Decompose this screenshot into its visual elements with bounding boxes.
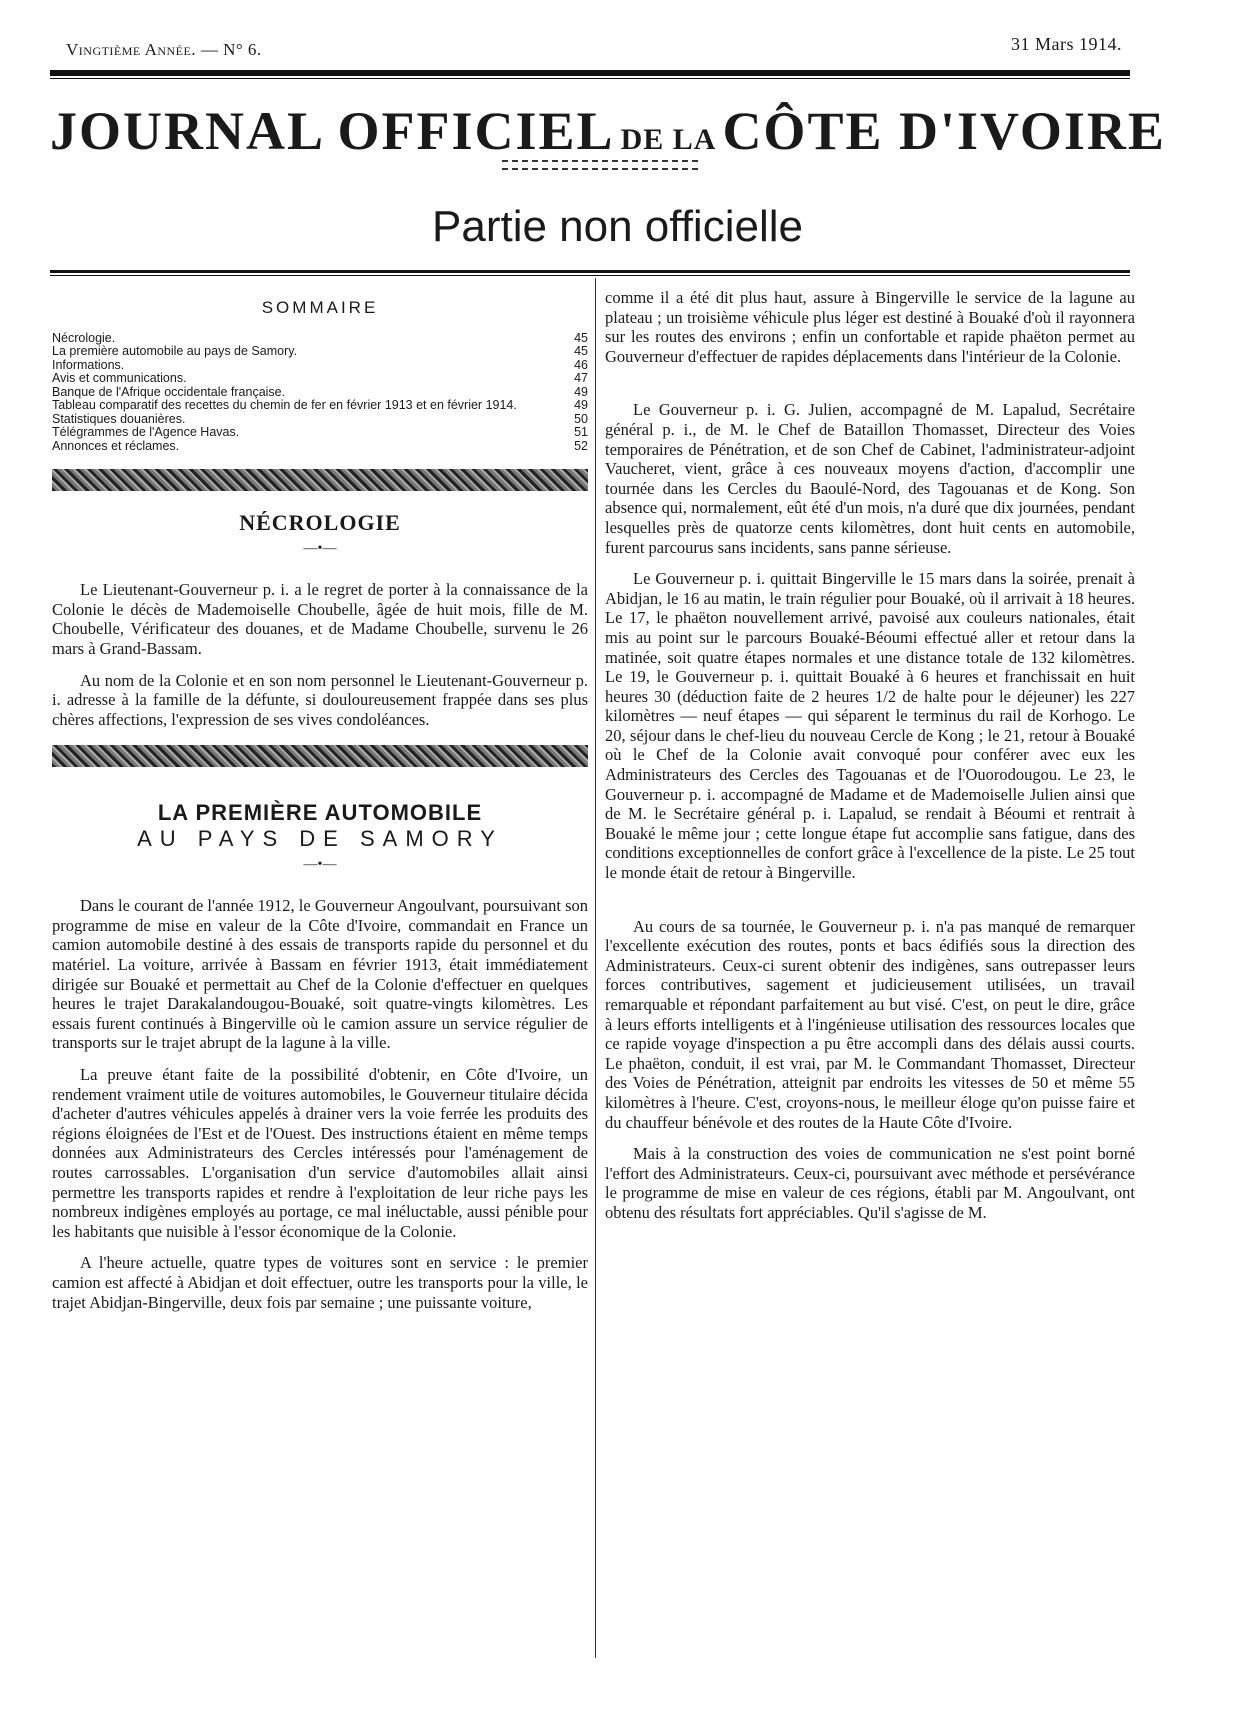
article-paragraph: Au cours de sa tournée, le Gouverneur p. i. n'a pas manqué de remarquer l'excellente exécution des routes, ponts et bacs édifiés sous la direction des Administrateurs. Ceux-ci surent obtenir des indigènes, sans outrepasser leurs forces contributives, sagement et judicieusement utilisées, un travail remarquable et répondant parfaitement au but visé. C'est, on peut le dire, grâce à leurs efforts intelligents et à l'ingénieuse utilisation des ressources locales que ce rapide voyage d'inspection a pu être accompli dans des délais aussi courts. Le phaëton, conduit, il est vrai, par M. le Commandant Thomasset, Directeur des Voies de Pénétration, atteignit par endroits les vitesses de 50 et même 55 kilomètres à l'heure. C'est, croyons-nous, le meilleur éloge qu'on puisse faire et du chauffeur bénévole et des routes de la Haute Côte d'Ivoire. xyxy=(605,916,1135,1132)
masthead-part3: CÔTE D'IVOIRE xyxy=(722,101,1166,161)
necrologie-paragraph: Le Lieutenant-Gouverneur p. i. a le regret de porter à la connaissance de la Colonie le décès de Mademoiselle Choubelle, âgée de huit mois, fille de M. Choubelle, Vérificateur des douanes, et de Madame Choubelle, survenu le 26 mars à Grand-Bassam. xyxy=(52,580,588,659)
toc-item: Télégrammes de l'Agence Havas. 51 xyxy=(52,425,588,440)
sommaire-list xyxy=(52,332,588,454)
article-title: LA PREMIÈRE AUTOMOBILE xyxy=(157,800,483,826)
toc-item: La première automobile au pays de Samory. 45 xyxy=(52,344,588,359)
title-separator: —•— xyxy=(303,856,337,872)
left-column xyxy=(52,298,588,1324)
toc-item: Tableau comparatif des recettes du chemin de fer en février 1913 et en février 1914. 49 xyxy=(52,398,588,413)
issue-number: Vingtième Année. — N° 6. xyxy=(66,40,262,59)
section-rule-thin xyxy=(50,275,1130,276)
masthead-ornament xyxy=(502,160,698,162)
masthead-part1: JOURNAL OFFICIEL xyxy=(50,101,615,161)
ornament-band xyxy=(52,745,588,767)
issue-date: 31 Mars 1914. xyxy=(1011,34,1122,54)
necrologie-paragraph: Au nom de la Colonie et en son nom personnel le Lieutenant-Gouverneur p. i. adresse à la famille de la défunte, si douloureusement frappée dans ses plus chères affections, l'expression de ses vives condoléances. xyxy=(52,670,588,729)
article-subtitle: AU PAYS DE SAMORY xyxy=(137,826,503,852)
toc-item: Statistiques douanières. 50 xyxy=(52,411,588,426)
toc-item: Avis et communications. 47 xyxy=(52,371,588,386)
header-rule xyxy=(50,70,1130,76)
article-paragraph: comme il a été dit plus haut, assure à Bingerville le service de la lagune au plateau ; un troisième véhicule plus léger est destiné à Bouaké d'où il rayonnera sur les routes des environs ; enfin un confortable et rapide phaëton permet au Gouverneur d'effectuer de rapides déplacements dans l'intérieur de la Colonie. xyxy=(605,288,1135,366)
masthead-part2: DE LA xyxy=(620,123,717,156)
section-rule xyxy=(50,270,1130,273)
section-heading: Partie non officielle xyxy=(432,202,803,251)
issue-header xyxy=(50,34,1130,58)
article-paragraph: Le Gouverneur p. i. quittait Bingerville le 15 mars dans la soirée, prenait à Abidjan, le 16 au matin, le train régulier pour Bouaké, où il arrivait à 18 heures. Le 17, le phaëton nouvellement arrivé, pavoisé aux couleurs nationales, était mis au point sur le parcours Bouaké-Béoumi effectué aller et retour dans la matinée, soit quatre étapes normales et une distance totale de 132 kilomètres. Le 19, le Gouverneur p. i. quittait Bouaké à 6 heures et franchissait en huit heures 30 (déduction faite de 2 heures 1/2 de halte pour le déjeuner) les 227 kilomètres — neuf étapes — qui séparent le terminus du rail de Korhogo. Le 20, séjour dans le chef-lieu du nouveau Cercle de Kong ; le 21, retour à Bouaké où le Chef de la Colonie avait convoqué pour conférer avec eux les Administrateurs des Cercles des Tagouanas et de l'Ouorodougou. Le 23, le Gouverneur p. i. accompagné de Madame et de Mademoiselle Julien ainsi que de M. le Secrétaire général p. i. Lapalud, se rendait à Béoumi et rentrait à Bouaké le même jour ; cette longue étape fut accomplie sans fatigue, dans des conditions exceptionnelles de confort grâce à l'excellence de la piste. Le 25 tout le monde était de retour à Bingerville. xyxy=(605,569,1135,883)
column-divider xyxy=(595,278,596,1658)
header-rule-thin xyxy=(50,78,1130,79)
article-paragraph: Le Gouverneur p. i. G. Julien, accompagné de M. Lapalud, Secrétaire général p. i., de M. le Chef de Bataillon Thomasset, Directeur des Voies temporaires de Pénétration, et de son Chef de Cabinet, l'administrateur-adjoint Vaucheret, vient, grâce à ces nouveaux moyens d'action, d'accomplir une tournée dans les Cercles du Baoulé-Nord, des Tagouanas et de Kong. Son absence qui, normalement, eût été d'un mois, n'a duré que dix journées, pendant lesquelles près de quatorze cents kilomètres, dont huit cents en automobile, furent parcourus sans incidents, sans panne sérieuse. xyxy=(605,400,1135,557)
ornament-band xyxy=(52,469,588,491)
sommaire-title: SOMMAIRE xyxy=(261,298,379,317)
necrologie-title: NÉCROLOGIE xyxy=(239,510,401,536)
right-column xyxy=(605,288,1135,1235)
toc-item: Banque de l'Afrique occidentale française. 49 xyxy=(52,384,588,399)
article-paragraph: Mais à la construction des voies de communication ne s'est point borné l'effort des Administrateurs. Ceux-ci, poursuivant avec méthode et persévérance le programme de mise en valeur de ces régions, établi par M. Angoulvant, ont obtenu des résultats fort appréciables. Qu'il s'agisse de M. xyxy=(605,1144,1135,1222)
toc-item: Nécrologie. 45 xyxy=(52,330,588,345)
title-separator: —•— xyxy=(303,540,337,556)
toc-item: Annonces et réclames. 52 xyxy=(52,438,588,453)
article-paragraph: A l'heure actuelle, quatre types de voitures sont en service : le premier camion est affecté à Abidjan et doit effectuer, outre les transports pour la ville, le trajet Abidjan-Bingerville, deux fois par semaine ; une puissante voiture, xyxy=(52,1253,588,1312)
article-paragraph: La preuve étant faite de la possibilité d'obtenir, en Côte d'Ivoire, un rendement vraiment utile de voitures automobiles, le Gouverneur titulaire décida d'acheter d'autres véhicules appelés à drainer vers la voie ferrée les produits des régions éloignées de l'Est et de l'Ouest. Des instructions étaient en même temps données aux Administrateurs des Cercles intéressés pour l'aménagement de routes carrossables. L'organisation d'un service d'automobiles allait ainsi permettre les transports rapides et rendre à l'exploitation de leur riche pays les nombreux indigènes employés au portage, ce mal inéluctable, aussi pénible pour les habitants que nuisible à l'essor économique de la Colonie. xyxy=(52,1064,588,1241)
toc-item: Informations. 46 xyxy=(52,357,588,372)
article-paragraph: Dans le courant de l'année 1912, le Gouverneur Angoulvant, poursuivant son programme de mise en valeur de la Côte d'Ivoire, commandait en France un camion automobile destiné à des essais de transports rapide du personnel et du matériel. La voiture, arrivée à Bassam en février 1913, était immédiatement dirigée sur Bouaké et permettait au Chef de la Colonie d'effectuer en quelques heures le trajet Darakalandougou-Bouaké, soit quatre-vingts kilomètres. Les essais furent continués à Bingerville où le camion assure un service régulier de transports sur le trajet abrupt de la lagune à la ville. xyxy=(52,896,588,1053)
masthead-ornament-2 xyxy=(502,168,698,170)
